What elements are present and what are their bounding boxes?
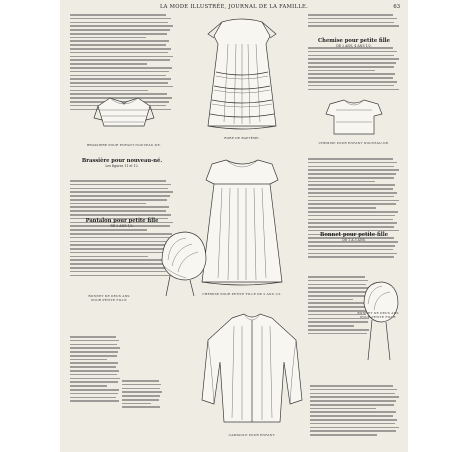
text-line <box>308 77 393 79</box>
text-line <box>308 253 397 255</box>
text-line <box>308 14 393 16</box>
text-line <box>70 180 166 182</box>
text-line <box>70 199 167 201</box>
text-line <box>70 82 168 84</box>
text-line <box>308 18 397 20</box>
text-line <box>70 229 147 231</box>
text-line <box>122 406 160 408</box>
text-line <box>310 400 396 402</box>
journal-title: LA MODE ILLUSTRÉE, JOURNAL DE LA FAMILLE. <box>159 4 309 10</box>
text-line <box>70 59 170 61</box>
text-line <box>70 393 118 395</box>
text-line <box>310 419 397 421</box>
text-line <box>308 325 354 327</box>
text-line <box>70 206 169 208</box>
text-line <box>70 397 116 399</box>
text-line <box>308 55 394 57</box>
caption-chemise-petite-fille: CHEMISE POUR PETITE FILLE DE 2 ANS 1/2. <box>202 292 282 296</box>
text-line <box>310 427 399 429</box>
text-line <box>70 370 119 372</box>
text-line <box>70 18 171 20</box>
robe-bapteme-illustration <box>178 14 306 134</box>
text-line <box>308 181 375 183</box>
text-line <box>308 184 395 186</box>
text-line <box>308 81 397 83</box>
heading-pantalon: Pantalon pour petite fille <box>85 218 159 224</box>
bonnet-right-illustration <box>352 276 404 364</box>
text-line <box>308 177 394 179</box>
text-line <box>70 385 107 387</box>
page-number: 63 <box>393 4 400 10</box>
text-line <box>308 58 399 60</box>
text-line <box>70 362 118 364</box>
brassiere-illustration <box>92 92 156 140</box>
subheading-chemise: DE 2 ANS, 4 ANS 1/2. <box>336 44 372 48</box>
caption-chemise: CHEMISE POUR ENFANT NOUVEAU-NÉ. <box>318 141 390 145</box>
text-line <box>308 22 394 24</box>
text-line <box>70 44 166 46</box>
text-line <box>310 434 377 436</box>
text-line <box>70 256 148 258</box>
text-line <box>70 33 167 35</box>
text-line <box>308 249 393 251</box>
text-line <box>70 48 171 50</box>
text-line <box>308 162 397 164</box>
caption-camisole: CAMISOLE POUR ENFANT. <box>228 433 276 437</box>
text-line <box>310 393 395 395</box>
text-line <box>308 226 394 228</box>
text-line <box>308 215 395 217</box>
text-line <box>310 430 396 432</box>
text-line <box>308 89 399 91</box>
caption-bonnet-right: BONNET DE DEUX ANS POUR PETITE FILLE <box>357 311 399 319</box>
subheading-brassiere: Les figures 11 et 12. <box>105 164 139 168</box>
column-right-top <box>308 14 400 29</box>
text-line <box>308 158 393 160</box>
text-line <box>308 73 395 75</box>
column-left-bottom-2 <box>122 380 162 410</box>
text-line <box>308 173 396 175</box>
text-line <box>70 25 173 27</box>
text-line <box>70 71 169 73</box>
text-line <box>70 75 166 77</box>
text-line <box>70 86 173 88</box>
text-line <box>308 200 399 202</box>
chemise-illustration <box>322 96 386 138</box>
text-line <box>70 347 120 349</box>
text-line <box>70 22 168 24</box>
text-line <box>308 25 399 27</box>
text-line <box>310 423 395 425</box>
column-right-middle <box>308 158 400 260</box>
text-line <box>308 188 393 190</box>
text-line <box>70 67 172 69</box>
text-line <box>70 195 170 197</box>
text-line <box>308 70 375 72</box>
text-line <box>70 29 170 31</box>
text-line <box>308 211 398 213</box>
text-line <box>310 389 397 391</box>
text-line <box>308 169 399 171</box>
caption-brassiere: BRASSIÈRE POUR ENFANT NOUVEAU-NÉ. <box>86 143 162 147</box>
heading-chemise: Chemise pour petite fille <box>318 38 390 44</box>
text-line <box>308 256 394 258</box>
text-line <box>70 366 116 368</box>
text-line <box>310 408 376 410</box>
journal-page <box>60 0 408 452</box>
text-line <box>308 207 376 209</box>
text-line <box>70 78 171 80</box>
caption-robe: ROBE DE BAPTÊME. <box>224 136 260 140</box>
text-line <box>70 359 107 361</box>
text-line <box>70 203 146 205</box>
text-line <box>308 192 397 194</box>
text-line <box>308 196 394 198</box>
text-line <box>310 415 393 417</box>
text-line <box>70 351 118 353</box>
text-line <box>70 184 171 186</box>
text-line <box>308 166 394 168</box>
text-line <box>308 203 396 205</box>
text-line <box>122 403 151 405</box>
text-line <box>70 355 117 357</box>
text-line <box>122 391 162 393</box>
text-line <box>308 219 393 221</box>
text-line <box>70 188 168 190</box>
text-line <box>70 63 147 65</box>
column-left-bottom <box>70 336 120 404</box>
text-line <box>70 52 168 54</box>
text-line <box>70 56 173 58</box>
text-line <box>70 381 118 383</box>
heading-brassiere: Brassière pour nouveau-né. <box>81 158 163 164</box>
text-line <box>70 389 119 391</box>
text-line <box>308 51 397 53</box>
text-line <box>70 90 148 92</box>
text-line <box>70 214 171 216</box>
text-line <box>70 37 146 39</box>
text-line <box>122 388 160 390</box>
text-line <box>70 374 117 376</box>
text-line <box>308 245 395 247</box>
text-line <box>122 399 159 401</box>
column-right-bottom <box>310 385 400 438</box>
text-line <box>70 40 169 42</box>
text-line <box>310 404 394 406</box>
text-line <box>70 336 116 338</box>
text-line <box>308 299 353 301</box>
text-line <box>122 380 159 382</box>
text-line <box>70 344 117 346</box>
text-line <box>70 14 166 16</box>
text-line <box>308 66 394 68</box>
caption-bonnet-left: BONNET DE DEUX ANS POUR PETITE FILLE <box>88 294 130 302</box>
text-line <box>310 396 399 398</box>
text-line <box>70 340 119 342</box>
text-line <box>310 411 396 413</box>
heading-bonnet: Bonnet pour petite fille <box>319 232 389 238</box>
text-line <box>308 222 397 224</box>
subheading-bonnet: DE 1 A 3 ANS. <box>342 238 366 242</box>
text-line <box>70 191 173 193</box>
camisole-illustration <box>198 310 306 428</box>
text-line <box>70 378 120 380</box>
bonnet-left-illustration <box>152 226 212 298</box>
column-right-mid <box>308 47 400 92</box>
text-line <box>122 395 160 397</box>
text-line <box>308 62 396 64</box>
text-line <box>308 85 394 87</box>
text-line <box>310 385 393 387</box>
text-line <box>122 384 161 386</box>
subheading-pantalon: DE 2 ANS 1/2. <box>110 224 134 228</box>
page-header <box>60 4 408 14</box>
text-line <box>70 400 119 402</box>
text-line <box>70 210 166 212</box>
